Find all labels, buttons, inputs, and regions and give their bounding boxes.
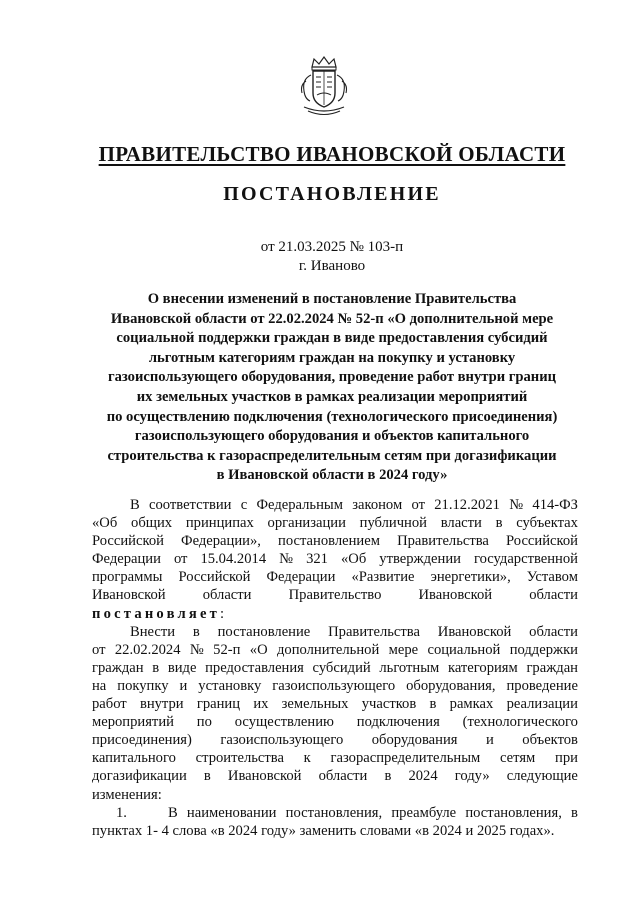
- word: 52-п: [213, 641, 241, 658]
- heading-line: Ивановской области от 22.02.2024 № 52-п «О дополнительной мере: [110, 310, 554, 327]
- word: предоставления: [205, 659, 304, 676]
- word: в: [152, 659, 160, 676]
- document-heading: [82, 290, 582, 486]
- word: «Об: [340, 551, 367, 568]
- word: 321: [306, 551, 328, 568]
- city: г. Иваново: [298, 258, 366, 274]
- word: внутри: [139, 696, 184, 713]
- word: догазификации: [92, 768, 187, 785]
- word: в: [203, 768, 211, 785]
- word: от: [92, 641, 106, 658]
- body-line: [92, 568, 578, 586]
- word: году»: [454, 768, 490, 785]
- word: соответствии: [149, 497, 232, 513]
- word: сетям: [500, 750, 536, 767]
- body-line: [92, 532, 578, 550]
- word: Правительства: [328, 623, 420, 640]
- word: в: [571, 804, 578, 821]
- word: газоиспользующего: [220, 732, 344, 749]
- word: постановления,: [465, 804, 562, 821]
- body-line: [92, 749, 578, 767]
- word: газораспределительным: [330, 750, 481, 767]
- word: с: [240, 497, 248, 513]
- body-line: [92, 731, 578, 749]
- list-item-text: пунктах 1- 4 слова «в 2024 году» заменить словами «в 2024 и 2025 годах».: [92, 822, 555, 839]
- word: Ивановской: [437, 623, 512, 640]
- word: в: [192, 623, 200, 640]
- word: Федерации: [92, 551, 161, 568]
- word: социальной: [427, 641, 501, 658]
- word: «Об: [92, 515, 118, 532]
- organization-title: ПРАВИТЕЛЬСТВО ИВАНОВСКОЙ ОБЛАСТИ: [98, 142, 566, 166]
- body-line-text: изменения:: [92, 786, 162, 803]
- word: 22.02.2024: [114, 641, 181, 658]
- word: субъектах: [516, 515, 578, 532]
- word: 2024: [408, 768, 438, 785]
- heading-line: их земельных участков в рамках реализации мероприятий: [136, 388, 528, 405]
- word: наименовании: [186, 804, 277, 821]
- word: объектов: [522, 732, 578, 749]
- word: энергетики»,: [430, 569, 511, 586]
- list-number: 1.: [116, 804, 127, 821]
- word: области: [529, 623, 578, 640]
- word: следующие: [506, 768, 578, 785]
- date-number: от 21.03.2025 № 103-п: [260, 239, 404, 255]
- word: виде: [167, 659, 197, 676]
- word: газоиспользующего: [272, 677, 396, 694]
- word: преамбуле: [391, 804, 457, 821]
- word: в: [429, 696, 437, 713]
- word: Федеральным: [256, 497, 343, 513]
- word: В: [168, 804, 178, 821]
- word: при: [555, 750, 578, 767]
- word: №: [279, 551, 294, 568]
- word: Российской: [92, 533, 164, 550]
- word: Внести: [130, 623, 176, 640]
- word: постановления,: [285, 804, 383, 821]
- word: установку: [198, 677, 262, 694]
- word: «Развитие: [351, 569, 415, 586]
- heading-line: О внесении изменений в постановление Правительства: [147, 291, 517, 307]
- word: постановлением: [278, 533, 380, 550]
- word: реализации: [506, 696, 578, 713]
- body-line: [92, 677, 578, 695]
- body-line: [92, 550, 578, 568]
- word: Правительство: [288, 587, 382, 604]
- word: Ивановской: [418, 587, 493, 604]
- word: публичной: [359, 515, 427, 532]
- heading-line: по осуществлению подключения (технологического присоединения): [106, 408, 558, 425]
- word: категориям: [447, 659, 518, 676]
- word: граждан: [526, 659, 578, 676]
- heading-line: социальной поддержки граждан в виде предоставления субсидий: [116, 330, 548, 347]
- word: законом: [352, 497, 403, 513]
- word: участков: [361, 696, 417, 713]
- body-line: [92, 586, 578, 604]
- word: утверждении: [379, 551, 461, 568]
- word: 414-ФЗ: [532, 497, 578, 513]
- word: 21.12.2021: [434, 497, 500, 513]
- word: Ивановской: [227, 768, 302, 785]
- word: Правительства: [397, 533, 489, 550]
- body-line: [92, 695, 578, 713]
- heading-line: строительства к газораспределительным сетям при догазификации: [107, 447, 557, 464]
- word: В: [130, 497, 140, 513]
- word: мероприятий: [92, 714, 174, 731]
- word: №: [509, 497, 524, 513]
- word: к: [303, 750, 311, 767]
- heading-line: газоиспользующего оборудования, проведение работ внутри границ: [107, 369, 557, 386]
- word: их: [253, 696, 269, 713]
- word: в: [384, 768, 392, 785]
- word: работ: [92, 696, 127, 713]
- heading-line: льготным категориям граждан на покупку и установку: [148, 349, 516, 366]
- word: постановление: [217, 623, 311, 640]
- word: по: [196, 714, 212, 731]
- word: дополнительной: [277, 641, 380, 658]
- word: Федерации: [266, 569, 336, 586]
- word: Российской: [178, 569, 251, 586]
- heading-line: газоиспользующего оборудования и объектов капитального: [134, 428, 530, 445]
- word: государственной: [473, 551, 578, 568]
- body-line: [92, 605, 578, 623]
- word: субсидий: [312, 659, 371, 676]
- word: мере: [388, 641, 419, 658]
- word: покупку: [117, 677, 169, 694]
- word: Уставом: [526, 569, 578, 586]
- list-item-1: [92, 804, 578, 822]
- word: и: [485, 732, 494, 749]
- word: рамках: [449, 696, 494, 713]
- body-line: [92, 641, 578, 659]
- word: организации: [267, 515, 346, 532]
- word: оборудования,: [406, 677, 496, 694]
- word: власти: [440, 515, 482, 532]
- word: присоединения): [92, 732, 192, 749]
- word: оборудования: [371, 732, 458, 749]
- word: области: [529, 587, 578, 604]
- word: «О: [249, 641, 268, 658]
- heading-line: в Ивановской области в 2024 году»: [216, 467, 448, 484]
- word: земельных: [281, 696, 349, 713]
- document-meta: [92, 238, 572, 276]
- document-type-title: ПОСТАНОВЛЕНИЕ: [223, 183, 441, 205]
- body-line: [92, 822, 578, 840]
- word: от: [173, 551, 188, 568]
- word: границ: [196, 696, 241, 713]
- word: Российской: [506, 533, 578, 550]
- body-line: [92, 786, 578, 804]
- body-line: [92, 623, 578, 641]
- word: общих: [131, 515, 173, 532]
- word: Федерации»,: [181, 533, 261, 550]
- body-line: [92, 659, 578, 677]
- paragraph-amendment: [92, 623, 578, 786]
- word: 15.04.2014: [200, 551, 267, 568]
- colon: :: [220, 605, 225, 622]
- document-body: [92, 496, 578, 840]
- word: в: [495, 515, 503, 532]
- resolves-word: постановляет: [92, 605, 220, 622]
- word: области: [318, 768, 368, 785]
- body-line: [92, 713, 578, 731]
- word: на: [92, 677, 107, 694]
- word: строительства: [195, 750, 284, 767]
- coat-of-arms-icon: [296, 55, 352, 119]
- body-line: [92, 514, 578, 532]
- word: области: [202, 587, 252, 604]
- word: капитального: [92, 750, 176, 767]
- word: граждан: [92, 659, 144, 676]
- word: принципах: [185, 515, 254, 532]
- word: и: [179, 677, 188, 694]
- word: программы: [92, 569, 163, 586]
- word: Ивановской: [92, 587, 166, 604]
- list-item-text: [154, 804, 578, 822]
- word: осуществлению: [234, 714, 334, 731]
- body-line: [92, 496, 578, 514]
- word: льготным: [379, 659, 440, 676]
- word: (технологического: [462, 714, 578, 731]
- word: проведение: [506, 677, 578, 694]
- word: поддержки: [509, 641, 578, 658]
- word: подключения: [356, 714, 440, 731]
- word: от: [411, 497, 425, 513]
- word: №: [189, 641, 204, 658]
- body-line: [92, 767, 578, 785]
